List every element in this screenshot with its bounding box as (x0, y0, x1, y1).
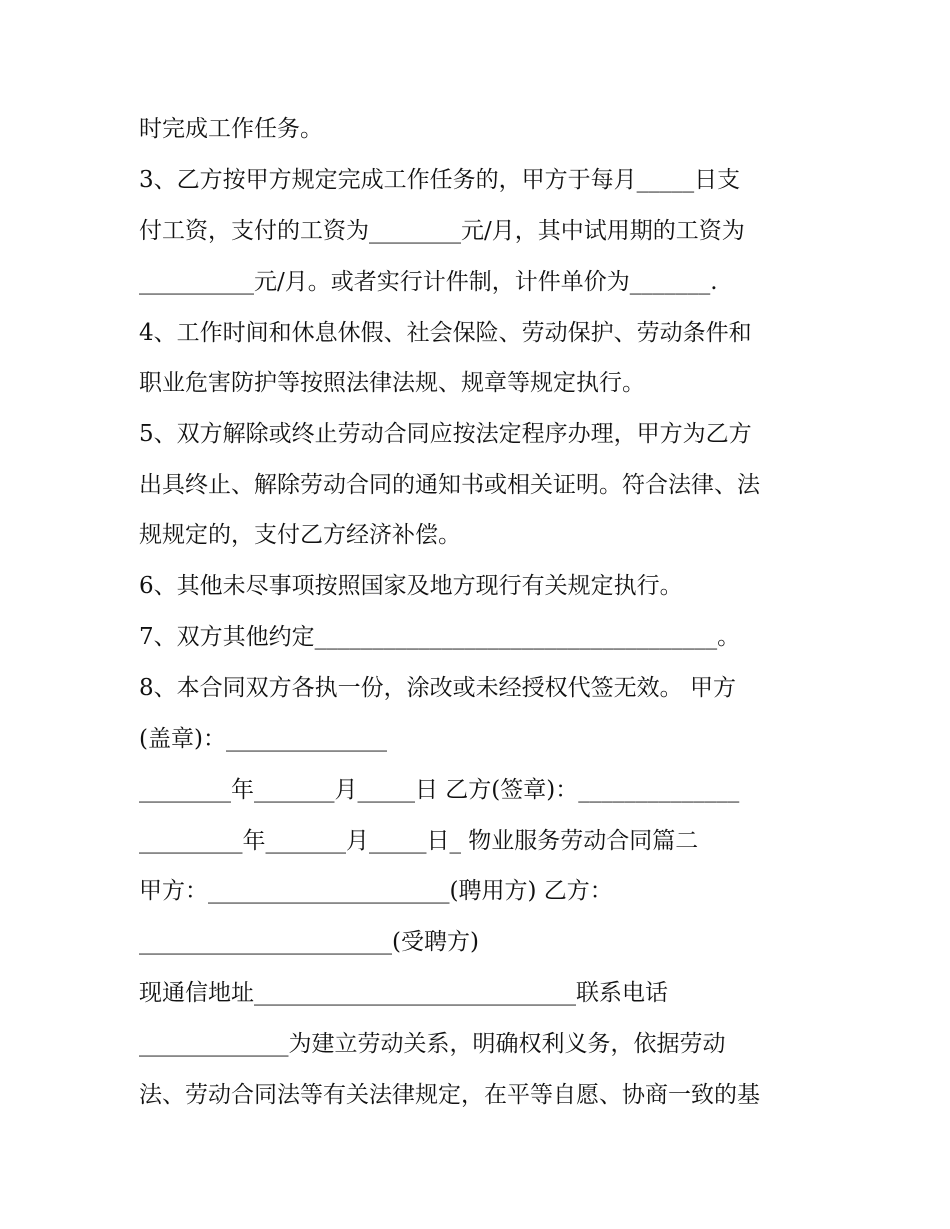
text-line: 3、乙方按甲方规定完成工作任务的，甲方于每月_____日支 (139, 167, 741, 193)
text-line: 5、双方解除或终止劳动合同应按法定程序办理，甲方为乙方 (139, 421, 752, 447)
text-line: _________年_______月_____日_ 物业服务劳动合同篇二 (139, 828, 699, 854)
text-line: 规规定的，支付乙方经济补偿。 (139, 522, 461, 548)
text-line: 法、劳动合同法等有关法律规定，在平等自愿、协商一致的基 (139, 1082, 760, 1108)
text-line: ________年_______月_____日 乙方(签章)：______________ (139, 777, 740, 803)
text-line: __________元/月。或者实行计件制，计件单价为_______. (139, 269, 718, 295)
text-line: 甲方：_____________________(聘用方) 乙方： (139, 878, 613, 904)
text-line: 8、本合同双方各执一份，涂改或未经授权代签无效。 甲方 (139, 675, 736, 701)
text-line: 4、工作时间和休息休假、社会保险、劳动保护、劳动条件和 (139, 320, 752, 346)
text-line: 职业危害防护等按照法律法规、规章等规定执行。 (139, 370, 645, 396)
text-line: 时完成工作任务。 (139, 116, 323, 142)
text-line: 7、双方其他约定___________________________________。 (139, 624, 741, 650)
text-line: (盖章)：______________ (139, 726, 387, 752)
text-line: 6、其他未尽事项按照国家及地方现行有关规定执行。 (139, 573, 683, 599)
text-line: 现通信地址____________________________联系电话 (139, 980, 668, 1006)
text-line: 付工资，支付的工资为________元/月，其中试用期的工资为 (139, 218, 745, 244)
text-line: _____________为建立劳动关系，明确权利义务，依据劳动 (139, 1031, 726, 1057)
text-line: 出具终止、解除劳动合同的通知书或相关证明。符合法律、法 (139, 472, 760, 498)
text-line: ______________________(受聘方) (139, 929, 479, 955)
